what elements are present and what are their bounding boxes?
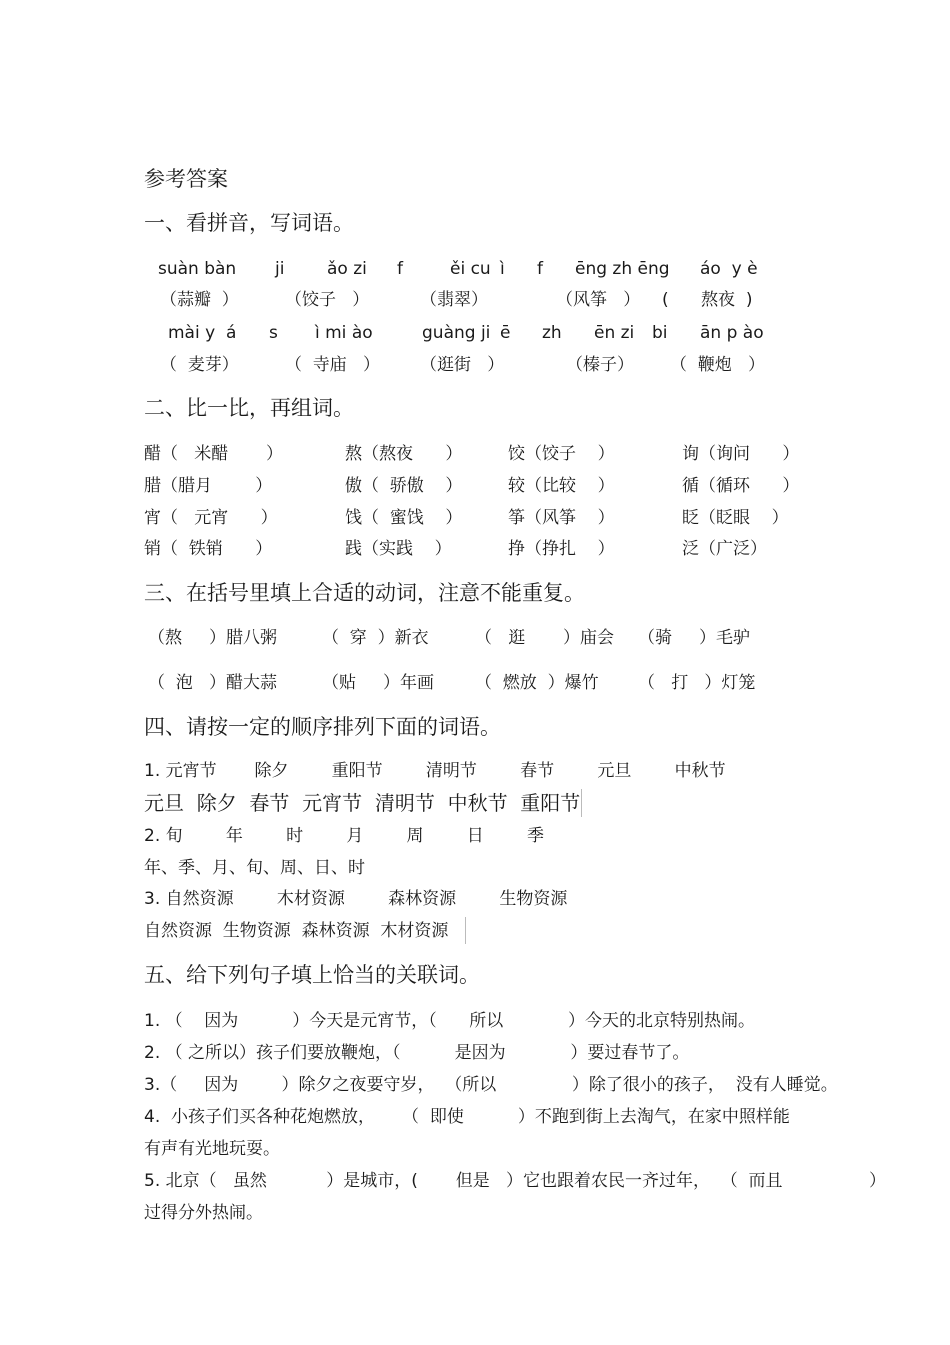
- answer-text: （ 寺庙 ）: [285, 355, 381, 375]
- pinyin-text: ēng zh ēng: [575, 259, 670, 279]
- question-text: 1. 元宵节 除夕 重阳节 清明节 春节 元旦 中秋节: [144, 761, 726, 781]
- pinyin-text: ān p ào: [700, 323, 764, 343]
- word-pair-item: 循（循环 ）: [682, 476, 800, 496]
- word-pair-item: 筝（风筝 ）: [508, 508, 615, 528]
- answer-text: ( 熬夜 ): [662, 290, 753, 310]
- word-pair-item: 饺（饺子 ）: [508, 444, 615, 464]
- verb-fill-item: （ 穿 ）新衣: [322, 628, 429, 648]
- text-cursor-mark: [581, 789, 582, 817]
- verb-fill-item: （熬 ）腊八粥: [148, 628, 278, 648]
- answer-text: （风筝 ）: [556, 290, 641, 310]
- answer-text: （蒜瓣 ）: [160, 290, 239, 310]
- answer-text: 年、季、月、旬、周、日、时: [144, 858, 365, 878]
- pinyin-text: ì: [500, 259, 505, 279]
- verb-fill-item: （ 逛 ）庙会: [475, 628, 615, 648]
- word-pair-item: 泛（广泛）: [682, 539, 767, 559]
- verb-fill-item: （骑 ）毛驴: [638, 628, 751, 648]
- sentence-line: 4. 小孩子们买各种花炮燃放， （ 即使 ）不跑到街上去淘气，在家中照样能: [144, 1107, 790, 1127]
- question-text: 3. 自然资源 木材资源 森林资源 生物资源: [144, 889, 568, 909]
- sentence-line: 1. （ 因为 ）今天是元宵节，（ 所以 ）今天的北京特别热闹。: [144, 1011, 756, 1031]
- section-4-heading: 四、请按一定的顺序排列下面的词语。: [144, 715, 501, 739]
- word-pair-item: 熬（熬夜 ）: [345, 444, 463, 464]
- pinyin-text: f: [537, 259, 543, 279]
- verb-fill-item: （贴 ）年画: [322, 673, 435, 693]
- answer-text: （ 麦芽）: [160, 355, 239, 375]
- word-pair-item: 宵（ 元宵 ）: [144, 508, 278, 528]
- word-pair-item: 较（比较 ）: [508, 476, 615, 496]
- section-2-heading: 二、比一比，再组词。: [144, 396, 354, 420]
- sentence-line: 2. （ 之所以）孩子们要放鞭炮，（ 是因为 ）要过春节了。: [144, 1043, 690, 1063]
- pinyin-text: bi: [652, 323, 668, 343]
- word-pair-item: 醋（ 米醋 ）: [144, 444, 284, 464]
- word-pair-item: 眨（眨眼 ）: [682, 508, 789, 528]
- pinyin-text: ì mi ào: [315, 323, 373, 343]
- verb-fill-item: （ 燃放 ）爆竹: [475, 673, 599, 693]
- pinyin-text: zh: [542, 323, 562, 343]
- sentence-line: 过得分外热闹。: [144, 1203, 263, 1223]
- pinyin-text: ji: [275, 259, 285, 279]
- answer-text: （逛街 ）: [420, 355, 505, 375]
- pinyin-text: suàn bàn: [158, 259, 237, 279]
- answer-text: 自然资源 生物资源 森林资源 木材资源: [144, 921, 449, 941]
- word-pair-item: 践（实践 ）: [345, 539, 452, 559]
- word-pair-item: 询（询问 ）: [682, 444, 800, 464]
- answer-text: 元旦 除夕 春节 元宵节 清明节 中秋节 重阳节: [144, 791, 581, 815]
- pinyin-text: ēn zi: [594, 323, 635, 343]
- pinyin-text: mài y á: [168, 323, 237, 343]
- page-title: 参考答案: [144, 167, 228, 191]
- word-pair-item: 饯（ 蜜饯 ）: [345, 508, 463, 528]
- answer-text: （饺子 ）: [285, 290, 370, 310]
- section-3-heading: 三、在括号里填上合适的动词，注意不能重复。: [144, 581, 585, 605]
- section-1-heading: 一、看拼音，写词语。: [144, 211, 354, 235]
- sentence-line: 5. 北京（ 虽然 ）是城市，( 但是 ）它也跟着农民一齐过年， （ 而且 ）: [144, 1171, 887, 1191]
- verb-fill-item: （ 泡 ）醋大蒜: [148, 673, 278, 693]
- verb-fill-item: （ 打 ）灯笼: [638, 673, 756, 693]
- section-5-heading: 五、给下列句子填上恰当的关联词。: [144, 963, 480, 987]
- pinyin-text: áo y è: [700, 259, 758, 279]
- pinyin-text: ǎo zi: [327, 259, 367, 279]
- word-pair-item: 销（ 铁销 ）: [144, 539, 273, 559]
- pinyin-text: guàng ji: [422, 323, 491, 343]
- text-cursor-mark: [465, 917, 466, 944]
- pinyin-text: s: [269, 323, 278, 343]
- pinyin-text: ē: [500, 323, 511, 343]
- sentence-line: 3.（ 因为 ）除夕之夜要守岁， （所以 ）除了很小的孩子， 没有人睡觉。: [144, 1075, 838, 1095]
- question-text: 2. 旬 年 时 月 周 日 季: [144, 826, 545, 846]
- answer-text: （榛子）: [566, 355, 634, 375]
- word-pair-item: 傲（ 骄傲 ）: [345, 476, 463, 496]
- pinyin-text: f: [397, 259, 403, 279]
- answer-text: （ 鞭炮 ）: [670, 355, 766, 375]
- pinyin-text: ěi cu: [450, 259, 491, 279]
- word-pair-item: 腊（腊月 ）: [144, 476, 273, 496]
- word-pair-item: 挣（挣扎 ）: [508, 539, 615, 559]
- sentence-line: 有声有光地玩耍。: [144, 1139, 280, 1159]
- answer-text: （翡翠）: [420, 290, 488, 310]
